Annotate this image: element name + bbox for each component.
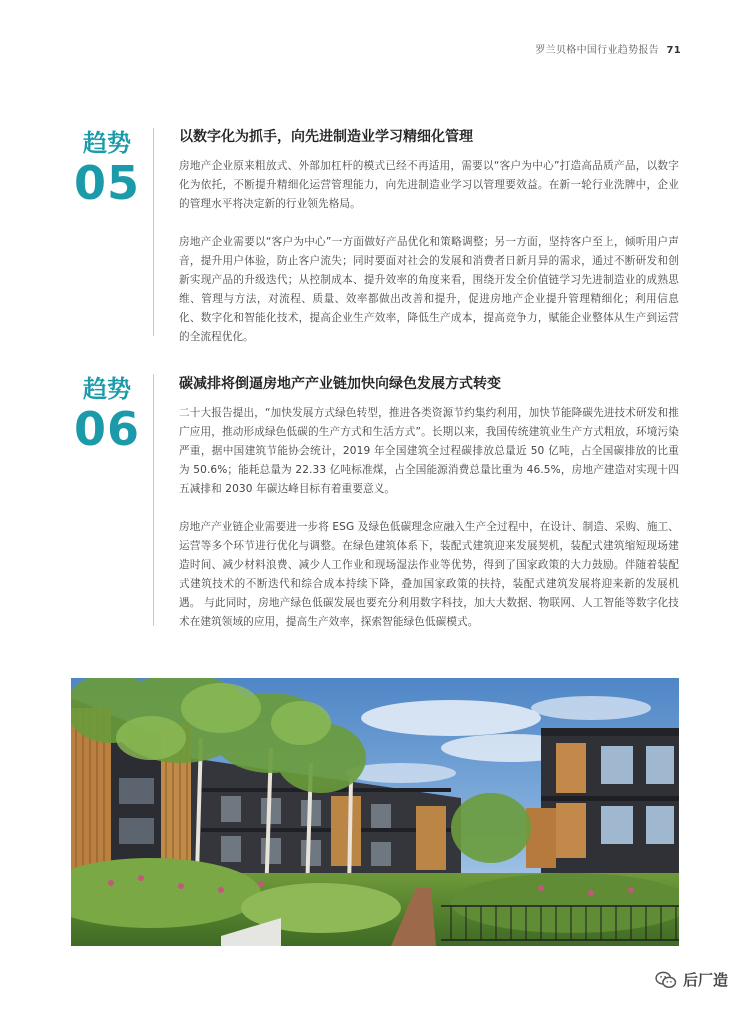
page-number: 71 bbox=[666, 45, 681, 56]
trend-05-paragraph-2: 房地产企业需要以“客户为中心”一方面做好产品优化和策略调整；另一方面，坚持客户至上，倾听用户声音，提升用户体验，防止客户流失；同时要面对社会的发展和消费者日新月异的需求，通过不断研发和创新实现产品的升级迭代；从控制成本、提升效率的角度来看，围绕开发全价值链学习先进制造业的成熟思维、管理与方法，对流程、质量、效率都做出改善和提升，促进房地产企业提升管理精细化；利用信息化、数字化和智能化技术，提高企业生产效率，降低生产成本，提高竞争力，赋能企业整体从生产到运营的全流程优化。 bbox=[179, 236, 679, 343]
trend-05-heading: 以数字化为抓手，向先进制造业学习精细化管理 bbox=[179, 129, 473, 145]
trend-06-tag bbox=[72, 374, 142, 454]
trend-number: 06 bbox=[73, 402, 140, 456]
wechat-icon bbox=[655, 971, 677, 989]
trend-label: 趋势 bbox=[83, 129, 131, 157]
trend-05-paragraph-1: 房地产企业原来粗放式、外部加杠杆的模式已经不再适用，需要以“客户为中心”打造高品质产品，以数字化为依托，不断提升精细化运营管理能力，向先进制造业学习以管理要效益。在新一轮行业洗牌中，企业的管理水平将决定新的行业领先格局。 bbox=[179, 160, 679, 210]
trend-06-paragraph-1: 二十大报告提出，“加快发展方式绿色转型，推进各类资源节约集约利用，加快节能降碳先进技术研发和推广应用，推动形成绿色低碳的生产方式和生活方式”。长期以来，我国传统建筑业生产方式粗放，环境污染严重，据中国建筑节能协会统计，2019 年全国建筑全过程碳排放总量近 50 亿吨，占全国碳排放的比重为 50.6%；能耗总量为 22.33 亿吨标准煤，占全国能源消费总量比重为 46.5%，房地产建造对实现十四五减排和 2030 年碳达峰目标有着重要意义。 bbox=[179, 407, 679, 495]
trend-06-section bbox=[179, 374, 679, 632]
wechat-watermark bbox=[655, 969, 728, 990]
trend-05-divider bbox=[153, 128, 154, 336]
page-header bbox=[535, 41, 681, 56]
trend-06-divider bbox=[153, 374, 154, 626]
trend-number: 05 bbox=[73, 156, 140, 210]
trend-05-tag bbox=[72, 128, 142, 208]
watermark-text: 后厂造 bbox=[682, 971, 728, 989]
trend-06-paragraph-2: 房地产产业链企业需要进一步将 ESG 及绿色低碳理念应融入生产全过程中，在设计、制造、采购、施工、运营等多个环节进行优化与调整。在绿色建筑体系下，装配式建筑迎来发展契机，装配式建筑缩短现场建造时间、减少材料浪费、减少人工作业和现场湿法作业等优势，得到了国家政策的大力鼓励。伴随着装配式建筑技术的不断迭代和综合成本持续下降，叠加国家政策的扶持，装配式建筑发展将迎来新的发展机遇。 与此同时，房地产绿色低碳发展也要充分利用数字科技，加大大数据、物联网、人工智能等数字化技术在建筑领域的应用，提高生产效率，探索智能绿色低碳模式。 bbox=[179, 521, 679, 628]
trend-05-section bbox=[179, 127, 679, 347]
green-building-photo bbox=[71, 678, 679, 946]
trend-label: 趋势 bbox=[83, 375, 131, 403]
trend-06-heading: 碳减排将倒逼房地产产业链加快向绿色发展方式转变 bbox=[179, 376, 501, 392]
report-title: 罗兰贝格中国行业趋势报告 bbox=[535, 45, 659, 56]
